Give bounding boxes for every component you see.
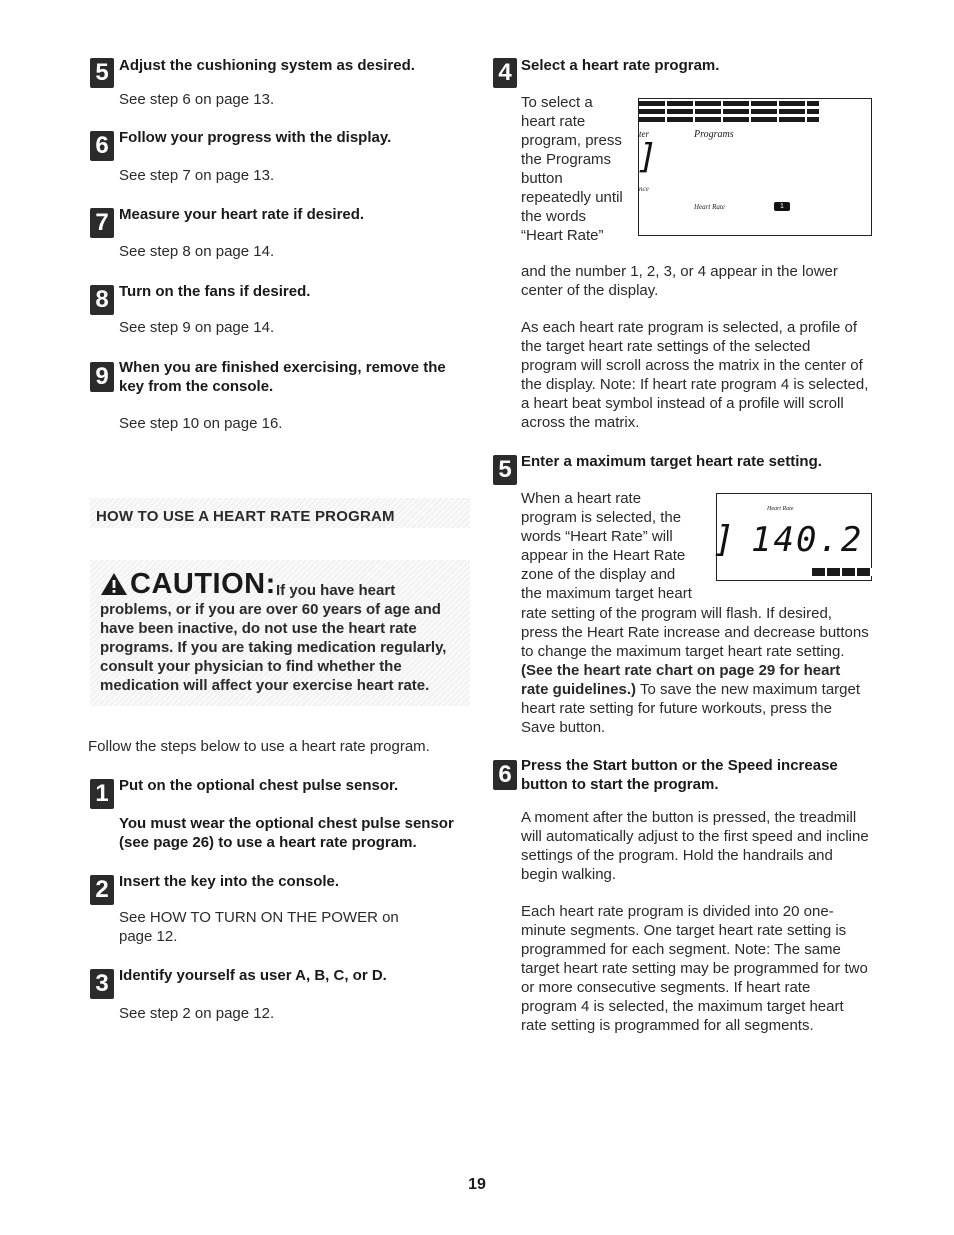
section-title: HOW TO USE A HEART RATE PROGRAM xyxy=(96,508,395,525)
step-7-badge: 7 xyxy=(90,208,114,238)
program-step-2-badge: 2 xyxy=(90,875,114,905)
step-5-title: Adjust the cushioning system as desired. xyxy=(119,57,415,74)
step-5-text: See step 6 on page 13. xyxy=(119,91,275,108)
hr-display-left-fragment: ] xyxy=(713,519,735,560)
step-5-badge: 5 xyxy=(90,58,114,88)
step-5r-text-end: To save the new maximum target heart rate setting for future workouts, press the Save button. xyxy=(521,681,861,736)
step-8-text: See step 9 on page 14. xyxy=(119,319,275,336)
hr-display-label: Heart Rate xyxy=(767,506,794,512)
intro-text: Follow the steps below to use a heart rate program. xyxy=(88,738,430,755)
step-4-badge: 4 xyxy=(493,58,517,88)
step-5r-text-narrow: When a heart rate program is selected, the words “Heart Rate” will appear in the Heart Rate zone of the display and the maximum target heart xyxy=(521,490,692,602)
step-4-text-narrow: To select a heart rate program, press the Programs button repeatedly until the words “Heart Rate” xyxy=(521,94,623,244)
hr-display-bar-gaps xyxy=(812,568,872,576)
step-5r-text-wide xyxy=(521,604,869,737)
step-6r-badge: 6 xyxy=(493,760,517,790)
display-digit-fragment: ] xyxy=(637,137,658,177)
step-6r-text-2: Each heart rate program is divided into 20 one-minute segments. One target heart rate setting is programmed for each segment. Note: The same target heart rate setting may be programmed for two or more consecutive segments. If heart rate program 4 is selected, the maximum target heart rate setting is programmed for all segments. xyxy=(521,903,868,1034)
program-step-3-text: See step 2 on page 12. xyxy=(119,1005,275,1022)
step-5r-text-wide-part: rate setting of the program will flash. If desired, press the Heart Rate increase and decrease buttons to change the maximum target heart rate setting. xyxy=(521,605,869,660)
program-step-1-badge: 1 xyxy=(90,779,114,809)
step-4-text-wide: and the number 1, 2, 3, or 4 appear in the lower center of the display. xyxy=(521,263,838,299)
step-8-badge: 8 xyxy=(90,285,114,315)
display-label-nce: nce xyxy=(639,185,649,193)
step-9-title: When you are finished exercising, remove the key from the console. xyxy=(119,359,446,395)
step-7-text: See step 8 on page 14. xyxy=(119,243,275,260)
step-4-text-2: As each heart rate program is selected, a profile of the target heart rate settings of the selected program will scroll across the matrix in the center of the display. Note: If heart rate program 4 is selected, a heart beat symbol instead of a profile will scroll across the matrix. xyxy=(521,319,869,431)
step-5r-badge: 5 xyxy=(493,455,517,485)
step-6r-text: A moment after the button is pressed, the treadmill will automatically adjust to the first speed and incline settings of the program. Hold the handrails and begin walking. xyxy=(521,809,869,883)
caution-word: CAUTION: xyxy=(130,568,276,600)
program-step-2-text: See HOW TO TURN ON THE POWER on page 12. xyxy=(119,909,399,945)
program-step-1-text: You must wear the optional chest pulse sensor (see page 26) to use a heart rate program. xyxy=(119,815,454,851)
step-6-title: Follow your progress with the display. xyxy=(119,129,392,146)
caution-text: If you have heart problems, or if you are over 60 years of age and have been inactive, do not use the heart rate programs. If you are taking medication regularly, consult your physician to find whether the medication will affect your exercise heart rate. xyxy=(100,582,447,694)
display-program-number: 1 xyxy=(774,202,790,211)
step-4-title: Select a heart rate program. xyxy=(521,57,720,74)
program-step-1-title: Put on the optional chest pulse sensor. xyxy=(119,777,399,794)
step-7-title: Measure your heart rate if desired. xyxy=(119,206,365,223)
program-step-2-title: Insert the key into the console. xyxy=(119,873,340,890)
step-5r-text-bold: (See the heart rate chart on page 29 for heart rate guidelines.) xyxy=(521,662,841,698)
step-6r-title: Press the Start button or the Speed increase button to start the program. xyxy=(521,757,838,793)
step-8-title: Turn on the fans if desired. xyxy=(119,283,311,300)
step-9-text: See step 10 on page 16. xyxy=(119,415,283,432)
display-label-heart-rate: Heart Rate xyxy=(694,203,725,211)
page-number: 19 xyxy=(468,1176,486,1193)
program-display xyxy=(638,98,872,236)
step-6-badge: 6 xyxy=(90,131,114,161)
program-step-3-badge: 3 xyxy=(90,969,114,999)
step-9-badge: 9 xyxy=(90,362,114,392)
hr-display-value: 140.2 xyxy=(751,520,864,560)
matrix-gaps xyxy=(639,101,819,123)
step-6-text: See step 7 on page 13. xyxy=(119,167,275,184)
display-label-left: ter xyxy=(639,129,649,139)
heart-rate-display xyxy=(713,493,872,581)
program-step-3-title: Identify yourself as user A, B, C, or D. xyxy=(119,967,387,984)
step-5r-title: Enter a maximum target heart rate setting. xyxy=(521,453,822,470)
display-label-programs: Programs xyxy=(694,129,734,140)
